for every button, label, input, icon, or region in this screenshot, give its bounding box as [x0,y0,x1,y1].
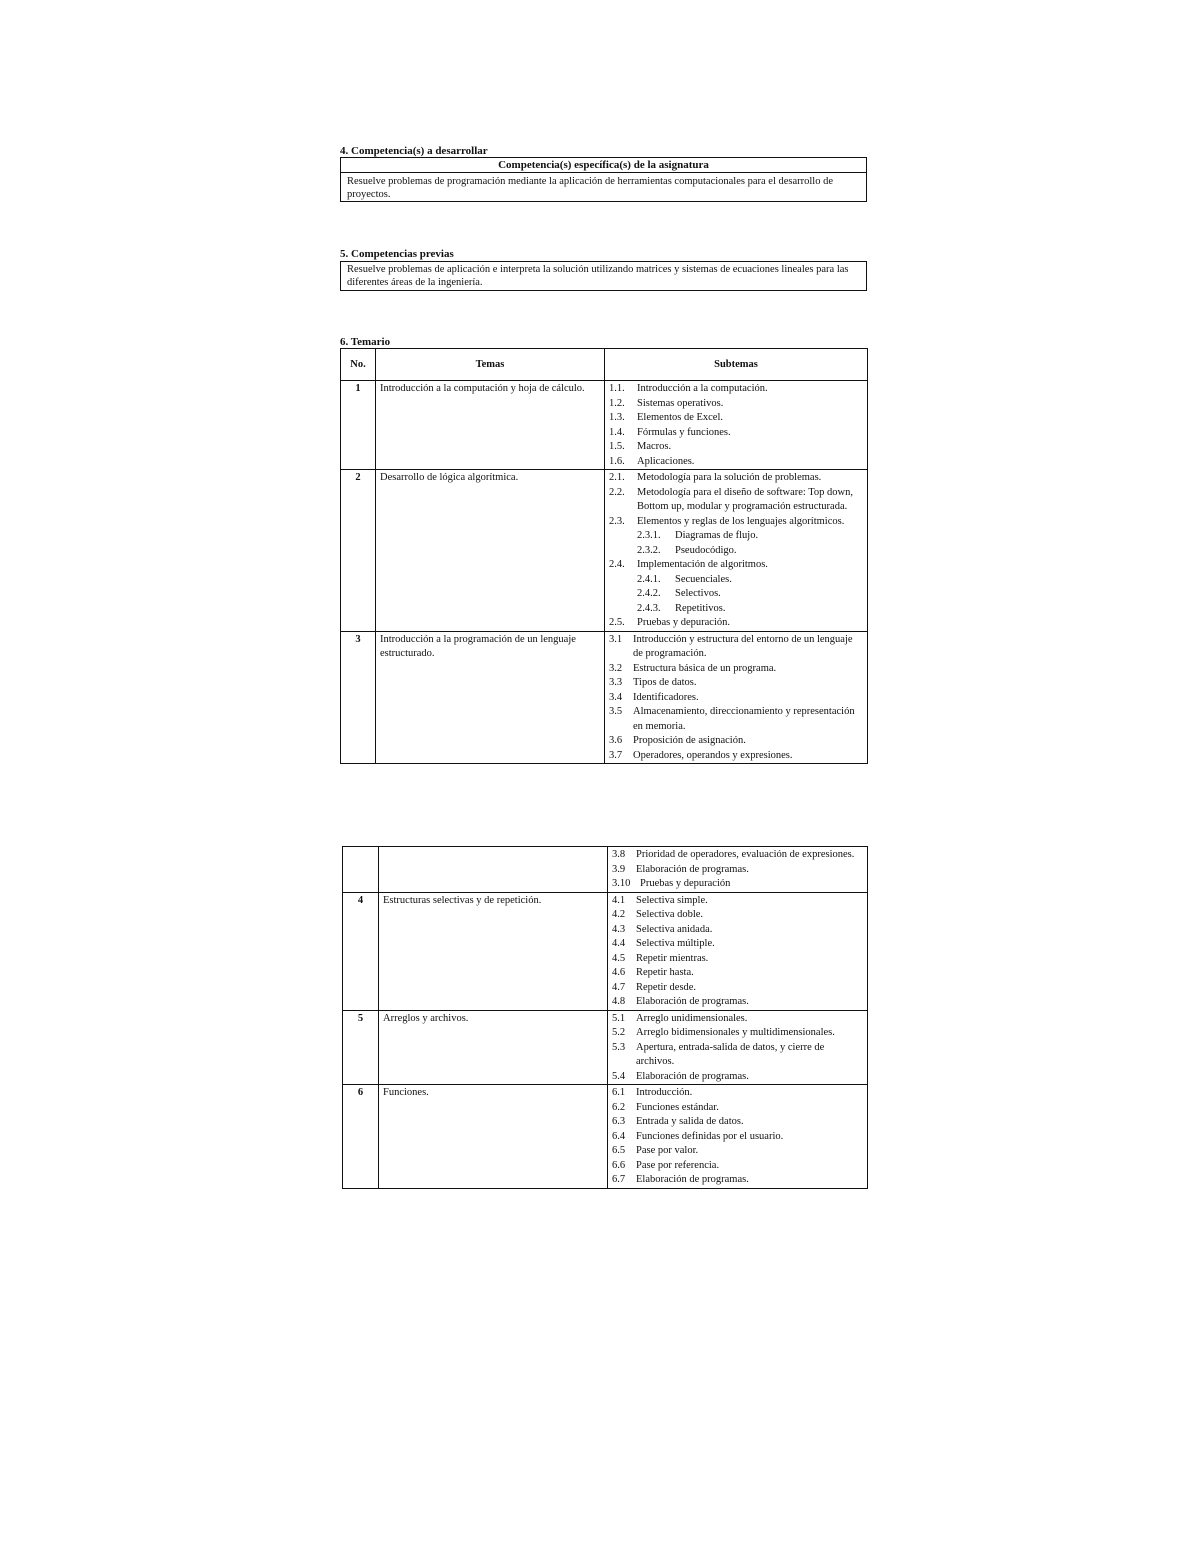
subtema-number: 1.5. [609,441,625,452]
subtema-text: Funciones definidas por el usuario. [636,1130,784,1142]
subtema-text: Sistemas operativos. [637,397,724,409]
table-row [343,1085,868,1189]
subtema-text: Repetir hasta. [636,967,694,978]
unit-subtemas [605,381,868,470]
unit-tema: Arreglos y archivos. [379,1010,608,1085]
subtema-text: Identificadores. [633,691,699,703]
subtema-number: 4.5 [612,952,626,964]
subtema-item [612,863,863,878]
subtema-number: 3.7 [609,749,623,761]
header-subtemas: Subtemas [605,349,868,381]
table-row [343,892,868,1010]
competencias-previas-box [340,261,867,291]
subtema-number: 1.1. [609,383,625,394]
subtema-item [612,908,863,923]
subtema-number: 2.4. [609,559,625,570]
subtema-number: 3.10 [612,878,631,889]
subtema-item [609,676,863,691]
subtema-text: Metodología para la solución de problemas. [637,472,822,483]
subtema-item [612,894,863,909]
subtema-number: 6.5 [612,1145,626,1156]
subtema-number: 6.6 [612,1159,626,1171]
subtema-number: 3.2 [609,662,623,674]
unit-tema: Desarrollo de lógica algorítmica. [376,470,605,632]
unit-number: 1 [341,381,376,470]
subtema-item [612,1101,863,1116]
subtema-text: Repetitivos. [675,602,726,614]
subtema-text: Pase por valor. [636,1145,699,1156]
unit-subtemas [608,892,868,1010]
subtema-item [612,966,863,981]
subtema-number: 4.4 [612,938,626,949]
subtema-number: 4.1 [612,894,626,906]
subtema-text: Arreglo unidimensionales. [636,1012,748,1024]
subtema-number: 3.4 [609,691,623,703]
subtema-item [609,529,863,544]
subtema-number: 3.3 [609,677,623,688]
subtema-item [609,602,863,617]
subtema-item [609,558,863,573]
subtema-item [609,705,863,734]
subtema-text: Elaboración de programas. [636,863,749,875]
subtema-text: Introducción a la computación. [637,383,768,394]
subtema-text: Metodología para el diseño de software: Top down, Bottom up, modular y programación estructurada. [637,486,854,512]
subtema-number: 4.3 [612,923,626,935]
subtema-item [609,749,863,764]
subtema-number: 4.8 [612,996,626,1007]
subtema-item [609,397,863,412]
subtema-item [609,587,863,602]
subtema-number: 3.6 [609,735,623,746]
subtema-item [612,952,863,967]
subtema-number: 2.4.1. [637,573,661,585]
subtema-item [612,848,863,863]
subtema-number: 3.9 [612,863,626,875]
subtema-number: 5.2 [612,1027,626,1038]
subtema-number: 1.2. [609,397,625,409]
subtema-item [612,877,863,892]
subtema-number: 3.5 [609,706,623,717]
competencia-especifica-text: Resuelve problemas de programación mediante la aplicación de herramientas computacionales para el desarrollo de proyectos. [347,176,834,200]
subtema-item [609,662,863,677]
unit-tema [379,847,608,893]
subtema-item [609,486,863,515]
subtema-text: Proposición de asignación. [633,735,746,746]
subtema-item [609,616,863,631]
subtema-text: Prioridad de operadores, evaluación de expresiones. [636,849,855,860]
subtema-text: Repetir desde. [636,981,697,993]
subtema-item [612,1173,863,1188]
subtema-text: Elaboración de programas. [636,996,749,1007]
subtema-text: Selectiva simple. [636,894,708,906]
subtema-text: Pruebas y depuración [640,878,731,889]
competencia-especifica-header: Competencia(s) específica(s) de la asignatura [341,158,866,173]
subtema-text: Pase por referencia. [636,1159,720,1171]
subtema-number: 2.4.3. [637,602,661,614]
unit-subtemas [605,631,868,764]
subtema-text: Apertura, entrada-salida de datos, y cierre de archivos. [636,1041,825,1067]
table-row [341,470,868,632]
subtema-number: 1.6. [609,455,625,467]
subtema-item [612,1144,863,1159]
subtema-number: 2.3.2. [637,544,661,556]
subtema-number: 3.8 [612,849,626,860]
subtema-text: Introducción y estructura del entorno de un lenguaje de programación. [633,633,853,659]
table-row [343,1010,868,1085]
subtema-number: 6.2 [612,1101,626,1113]
subtema-item [609,734,863,749]
subtema-item [609,471,863,486]
table-row [343,847,868,893]
subtema-text: Secuenciales. [675,573,732,585]
unit-tema: Introducción a la programación de un lenguaje estructurado. [376,631,605,764]
subtema-text: Diagramas de flujo. [675,530,759,541]
unit-number: 3 [341,631,376,764]
subtema-item [609,411,863,426]
unit-tema: Estructuras selectivas y de repetición. [379,892,608,1010]
subtema-item [609,382,863,397]
unit-subtemas [608,1010,868,1085]
subtema-text: Implementación de algoritmos. [637,559,768,570]
subtema-text: Tipos de datos. [633,677,697,688]
unit-tema: Funciones. [379,1085,608,1189]
subtema-number: 3.1 [609,633,623,645]
competencia-especifica-box [340,157,867,202]
subtema-item [612,1070,863,1085]
subtema-text: Selectiva doble. [636,909,704,920]
section-5-title: 5. Competencias previas [340,248,454,260]
header-temas: Temas [376,349,605,381]
unit-subtemas [608,847,868,893]
subtema-text: Funciones estándar. [636,1101,719,1113]
subtema-number: 5.3 [612,1041,626,1053]
subtema-text: Selectiva anidada. [636,923,713,935]
unit-number: 4 [343,892,379,1010]
subtema-item [612,1041,863,1070]
subtema-item [609,691,863,706]
subtema-item [609,426,863,441]
subtema-number: 5.1 [612,1012,626,1024]
subtema-text: Fórmulas y funciones. [637,426,731,438]
header-no: No. [341,349,376,381]
subtema-item [612,1012,863,1027]
subtema-item [609,455,863,470]
subtema-text: Entrada y salida de datos. [636,1116,744,1127]
subtema-number: 6.1 [612,1087,626,1098]
subtema-item [609,515,863,530]
subtema-number: 1.4. [609,426,625,438]
unit-number: 6 [343,1085,379,1189]
unit-number [343,847,379,893]
subtema-text: Pruebas y depuración. [637,617,731,628]
subtema-text: Pseudocódigo. [675,544,737,556]
subtema-item [612,1130,863,1145]
subtema-text: Elaboración de programas. [636,1174,749,1185]
subtema-number: 2.3. [609,515,625,527]
unit-tema: Introducción a la computación y hoja de cálculo. [376,381,605,470]
subtema-number: 1.3. [609,412,625,423]
subtema-number: 5.4 [612,1070,626,1082]
subtema-number: 4.2 [612,909,626,920]
subtema-text: Repetir mientras. [636,952,709,964]
subtema-number: 6.7 [612,1174,626,1185]
subtema-number: 4.6 [612,967,626,978]
subtema-number: 2.2. [609,486,625,498]
section-4-title: 4. Competencia(s) a desarrollar [340,145,488,157]
subtema-text: Estructura básica de un programa. [633,662,777,674]
unit-number: 5 [343,1010,379,1085]
subtema-text: Selectiva múltiple. [636,938,715,949]
subtema-item [612,995,863,1010]
subtema-number: 2.3.1. [637,530,661,541]
temario-table-2 [342,846,868,1189]
subtema-number: 6.4 [612,1130,626,1142]
subtema-text: Elementos de Excel. [637,412,724,423]
subtema-item [612,1026,863,1041]
subtema-item [612,923,863,938]
temario-table-1 [340,348,868,764]
unit-number: 2 [341,470,376,632]
subtema-number: 2.1. [609,472,625,483]
table-row [341,631,868,764]
subtema-item [612,981,863,996]
subtema-item [609,440,863,455]
subtema-number: 2.4.2. [637,588,661,599]
subtema-text: Elaboración de programas. [636,1070,749,1082]
subtema-text: Arreglo bidimensionales y multidimensionales. [636,1027,835,1038]
table-row [341,381,868,470]
section-6-title: 6. Temario [340,336,391,348]
subtema-text: Aplicaciones. [637,455,695,467]
subtema-text: Introducción. [636,1087,693,1098]
competencias-previas-text: Resuelve problemas de aplicación e interpreta la solución utilizando matrices y sistemas de ecuaciones lineales para las diferentes áreas de la ingeniería. [347,264,849,288]
subtema-number: 6.3 [612,1116,626,1127]
subtema-item [609,633,863,662]
subtema-number: 4.7 [612,981,626,993]
unit-subtemas [605,470,868,632]
subtema-item [612,1115,863,1130]
subtema-number: 2.5. [609,617,625,628]
subtema-text: Operadores, operandos y expresiones. [633,749,793,761]
subtema-text: Selectivos. [675,588,721,599]
subtema-text: Elementos y reglas de los lenguajes algorítmicos. [637,515,845,527]
subtema-item [612,1159,863,1174]
subtema-item [609,573,863,588]
subtema-item [609,544,863,559]
unit-subtemas [608,1085,868,1189]
subtema-text: Almacenamiento, direccionamiento y representación en memoria. [633,706,855,732]
subtema-text: Macros. [637,441,672,452]
subtema-item [612,937,863,952]
subtema-item [612,1086,863,1101]
